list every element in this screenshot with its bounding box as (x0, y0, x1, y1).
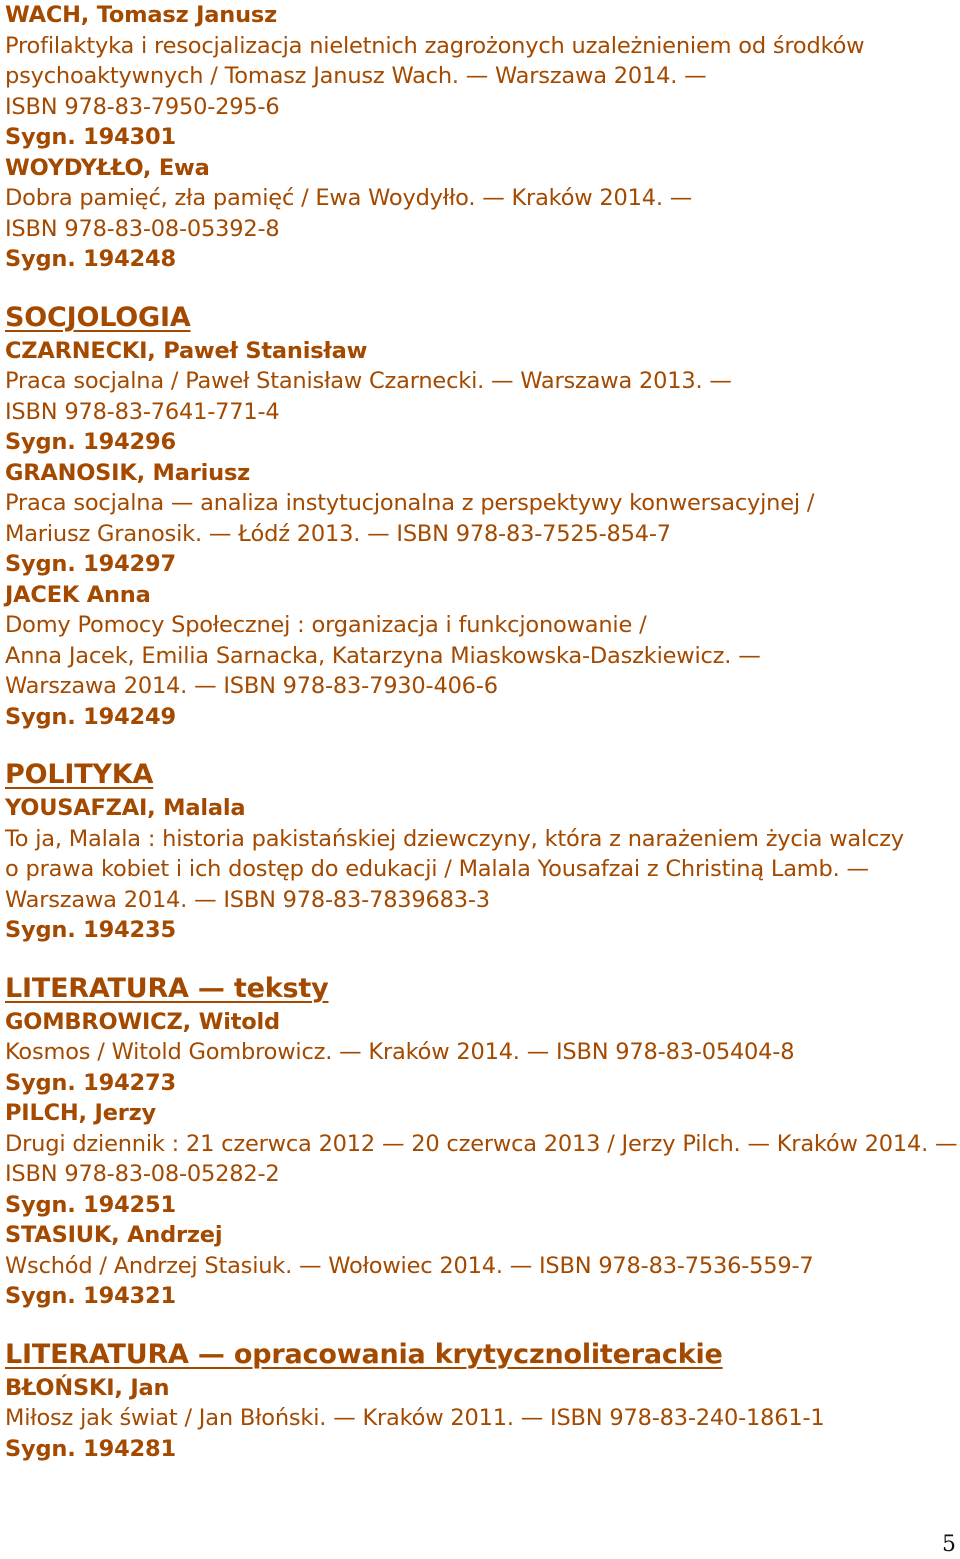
entry-description: Dobra pamięć, zła pamięć / Ewa Woydyłło. — Kraków 2014. — (5, 185, 693, 211)
entry-shelfmark: Sygn. 194251 (5, 1191, 176, 1218)
entry-author: GOMBROWICZ, Witold (5, 1008, 280, 1035)
entry-description: ISBN 978-83-08-05282-2 (5, 1161, 280, 1187)
entry-description: Miłosz jak świat / Jan Błoński. — Kraków 2011. — ISBN 978-83-240-1861-1 (5, 1405, 825, 1431)
entry-author: BŁOŃSKI, Jan (5, 1374, 170, 1401)
entry-description: psychoaktywnych / Tomasz Janusz Wach. — Warszawa 2014. — (5, 63, 707, 89)
entry-author: PILCH, Jerzy (5, 1100, 157, 1126)
entry-author: WOYDYŁŁO, Ewa (5, 154, 210, 181)
entry-description: Drugi dziennik : 21 czerwca 2012 — 20 czerwca 2013 / Jerzy Pilch. — Kraków 2014. — (5, 1130, 958, 1157)
entry-description: o prawa kobiet i ich dostęp do edukacji / Malala Yousafzai z Christiną Lamb. — (5, 856, 869, 882)
entry-description: ISBN 978-83-7641-771-4 (5, 398, 280, 425)
entry-shelfmark: Sygn. 194321 (5, 1283, 176, 1309)
entry-shelfmark: Sygn. 194301 (5, 124, 176, 150)
entry-description: Praca socjalna — analiza instytucjonalna z perspektywy konwersacyjnej / (5, 490, 815, 516)
entry-description: Kosmos / Witold Gombrowicz. — Kraków 2014. — ISBN 978-83-05404-8 (5, 1039, 795, 1065)
entry-description: Profilaktyka i resocjalizacja nieletnich zagrożonych uzależnieniem od środków (5, 32, 865, 59)
section-heading: SOCJOLOGIA (5, 301, 191, 333)
entry-description: Domy Pomocy Społecznej : organizacja i funkcjonowanie / (5, 612, 647, 638)
entry-shelfmark: Sygn. 194235 (5, 917, 176, 943)
entry-author: CZARNECKI, Paweł Stanisław (5, 337, 368, 364)
entry-description: Anna Jacek, Emilia Sarnacka, Katarzyna Miaskowska-Daszkiewicz. — (5, 642, 761, 669)
entry-shelfmark: Sygn. 194297 (5, 551, 176, 577)
entry-author: GRANOSIK, Mariusz (5, 459, 251, 486)
section-heading: LITERATURA — opracowania krytycznoliterackie (5, 1338, 723, 1370)
entry-description: Warszawa 2014. — ISBN 978-83-7839683-3 (5, 886, 490, 913)
entry-shelfmark: Sygn. 194273 (5, 1069, 176, 1096)
entry-description: ISBN 978-83-08-05392-8 (5, 215, 280, 242)
entry-shelfmark: Sygn. 194248 (5, 246, 176, 272)
entry-description: Warszawa 2014. — ISBN 978-83-7930-406-6 (5, 673, 498, 699)
entry-shelfmark: Sygn. 194249 (5, 703, 176, 730)
section-heading: POLITYKA (5, 759, 154, 790)
entry-description: Wschód / Andrzej Stasiuk. — Wołowiec 2014. — ISBN 978-83-7536-559-7 (5, 1252, 814, 1279)
entry-description: Mariusz Granosik. — Łódź 2013. — ISBN 978-83-7525-854-7 (5, 520, 671, 547)
entry-description: Praca socjalna / Paweł Stanisław Czarnecki. — Warszawa 2013. — (5, 368, 732, 394)
entry-author: STASIUK, Andrzej (5, 1222, 223, 1248)
entry-author: YOUSAFZAI, Malala (5, 795, 246, 821)
bibliography-page (5, 0, 958, 1464)
page-number: 5 (942, 1532, 956, 1557)
entry-author: WACH, Tomasz Janusz (5, 2, 277, 28)
entry-description: ISBN 978-83-7950-295-6 (5, 93, 280, 120)
section-heading: LITERATURA — teksty (5, 972, 329, 1004)
entry-shelfmark: Sygn. 194296 (5, 429, 176, 455)
entry-author: JACEK Anna (5, 581, 151, 608)
entry-description: To ja, Malala : historia pakistańskiej dziewczyny, która z narażeniem życia walczy (5, 825, 904, 852)
entry-shelfmark: Sygn. 194281 (5, 1435, 176, 1462)
